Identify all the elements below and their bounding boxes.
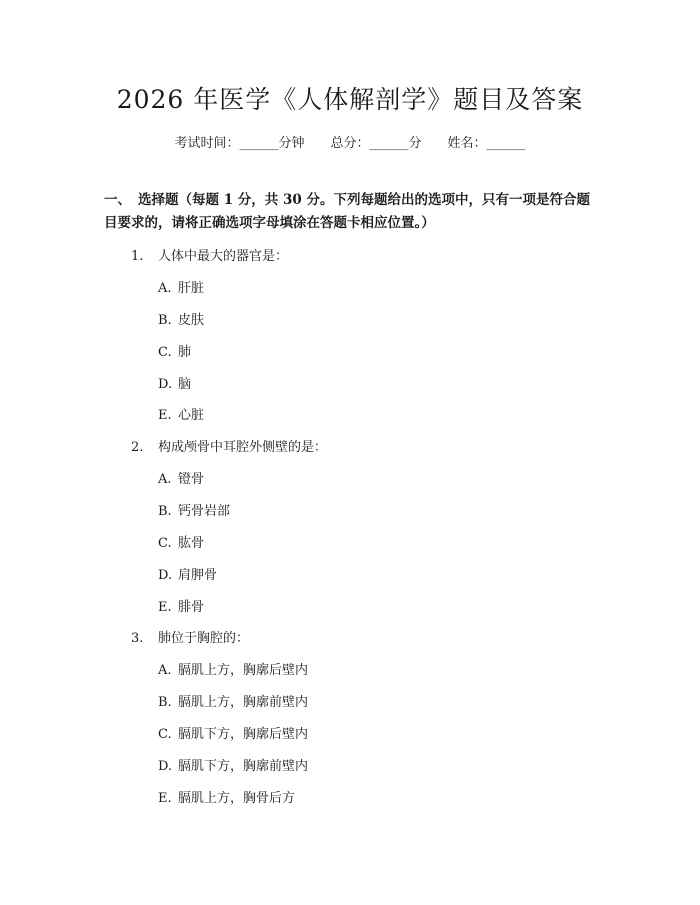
option-text: 肩胛骨 bbox=[178, 568, 218, 583]
exam-time-label: 考试时间：______分钟 bbox=[174, 136, 305, 151]
question-1 bbox=[131, 245, 288, 264]
option-letter: D. bbox=[158, 759, 173, 774]
option-letter: D. bbox=[158, 568, 173, 583]
option-letter: A. bbox=[158, 472, 172, 487]
option-letter: B. bbox=[158, 504, 172, 519]
option-letter: C. bbox=[158, 727, 172, 742]
option-2e bbox=[158, 596, 204, 615]
option-letter: A. bbox=[158, 663, 172, 678]
option-text: 膈肌上方，胸骨后方 bbox=[178, 791, 296, 806]
section-instructions: 选择题（每题 1 分，共 30 分。下列每题给出的选项中，只有一项是符合题目要求的，请将正确选项字母填涂在答题卡相应位置。） bbox=[104, 192, 590, 231]
option-letter: C. bbox=[158, 345, 172, 360]
option-letter: C. bbox=[158, 536, 172, 551]
option-text: 膈肌上方，胸廓后壁内 bbox=[178, 663, 309, 678]
question-number: 1. bbox=[131, 249, 144, 264]
option-3e bbox=[158, 787, 295, 806]
option-letter: E. bbox=[158, 600, 172, 615]
option-letter: B. bbox=[158, 695, 172, 710]
question-number: 3. bbox=[131, 631, 144, 646]
option-2c bbox=[158, 532, 204, 551]
question-text: 肺位于胸腔的： bbox=[158, 631, 250, 646]
option-letter: A. bbox=[158, 281, 172, 296]
total-score-label: 总分：______分 bbox=[330, 136, 422, 151]
option-text: 肱骨 bbox=[178, 536, 205, 551]
option-text: 腓骨 bbox=[178, 600, 205, 615]
option-text: 肺 bbox=[178, 345, 192, 360]
option-2d bbox=[158, 564, 217, 583]
option-text: 肝脏 bbox=[178, 281, 205, 296]
question-3 bbox=[131, 627, 249, 646]
page-title: 2026 年医学《人体解剖学》题目及答案 bbox=[116, 85, 584, 114]
name-label: 姓名：______ bbox=[447, 136, 526, 151]
question-number: 2. bbox=[131, 440, 144, 455]
option-text: 膈肌下方，胸廓前壁内 bbox=[178, 759, 309, 774]
option-letter: B. bbox=[158, 313, 172, 328]
exam-meta bbox=[0, 132, 700, 151]
section-number: 一、 bbox=[104, 192, 131, 208]
option-letter: E. bbox=[158, 791, 172, 806]
option-3a bbox=[158, 659, 308, 678]
option-2a bbox=[158, 468, 204, 487]
option-text: 膈肌下方，胸廓后壁内 bbox=[178, 727, 309, 742]
option-text: 钙骨岩部 bbox=[178, 504, 231, 519]
option-1a bbox=[158, 277, 204, 296]
question-2 bbox=[131, 436, 327, 455]
question-text: 构成颅骨中耳腔外侧壁的是： bbox=[158, 440, 328, 455]
option-text: 脑 bbox=[178, 377, 192, 392]
section-heading bbox=[104, 189, 594, 235]
option-letter: E. bbox=[158, 408, 172, 423]
option-text: 膈肌上方，胸廓前壁内 bbox=[178, 695, 309, 710]
option-1d bbox=[158, 373, 191, 392]
option-letter: D. bbox=[158, 377, 173, 392]
option-3b bbox=[158, 691, 308, 710]
option-1b bbox=[158, 309, 204, 328]
option-text: 心脏 bbox=[178, 408, 205, 423]
option-text: 皮肤 bbox=[178, 313, 205, 328]
option-text: 镫骨 bbox=[178, 472, 205, 487]
question-text: 人体中最大的器官是： bbox=[158, 249, 289, 264]
option-1e bbox=[158, 404, 204, 423]
option-3c bbox=[158, 723, 308, 742]
option-1c bbox=[158, 341, 191, 360]
option-3d bbox=[158, 755, 308, 774]
option-2b bbox=[158, 500, 230, 519]
